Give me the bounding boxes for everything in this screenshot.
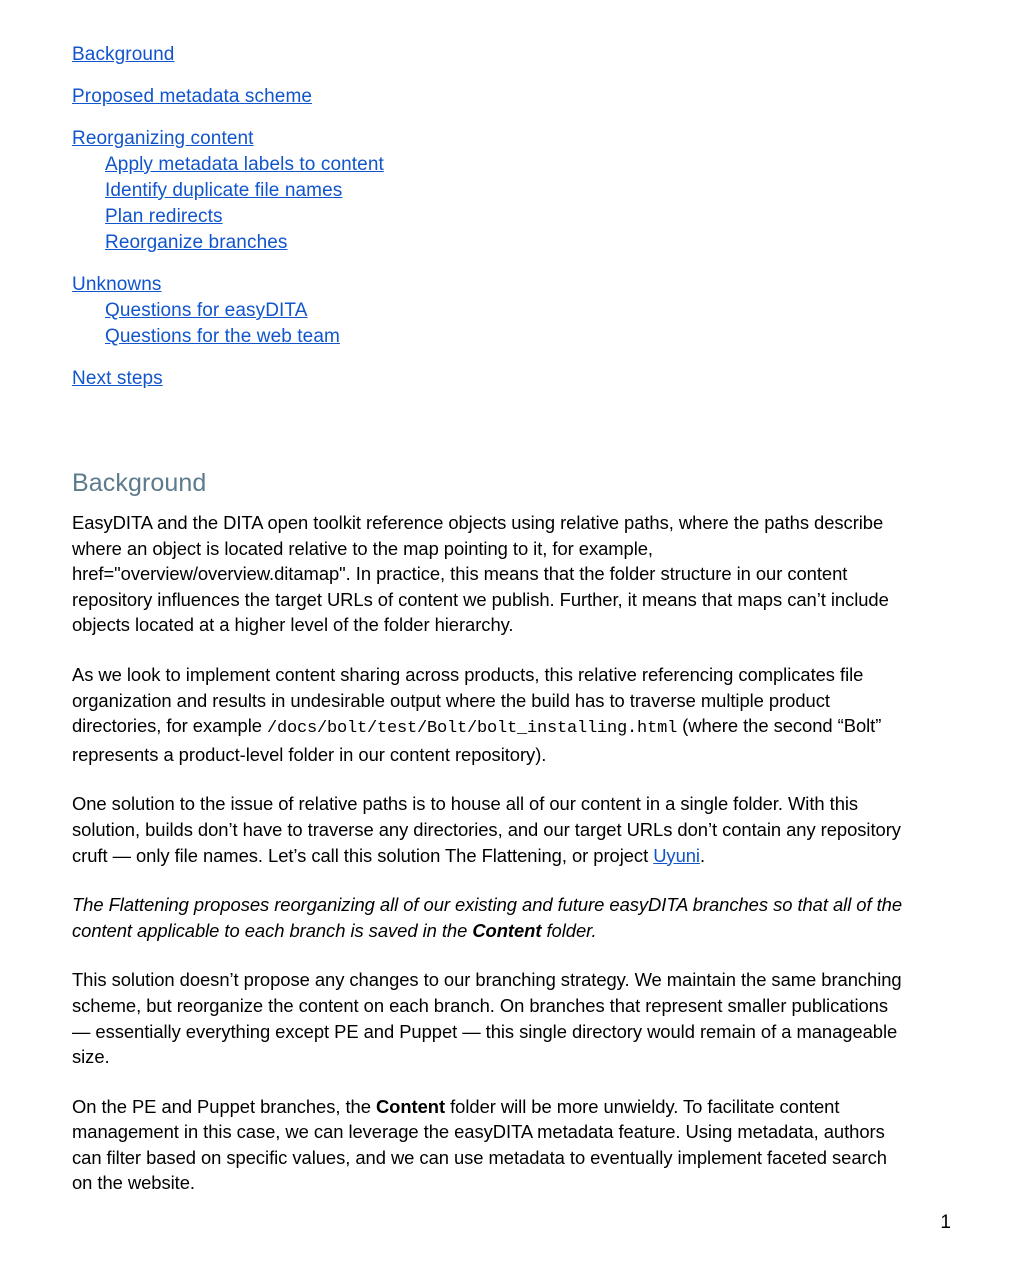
inline-link-uyuni[interactable]: Uyuni [653,844,700,866]
toc-link-unknowns[interactable]: Unknowns [72,274,162,295]
toc-group [72,272,951,350]
paragraph-relative-paths: EasyDITA and the DITA open toolkit reference objects using relative paths, where the paths describe where an object is located relative to the map pointing to it, for example, href="overview/overview.ditamap". In practice, this means that the folder structure in our content repository influences the target URLs of content we publish. Further, it means that maps can’t include objects located at a higher level of the folder hierarchy. [72,512,889,636]
emphasis-content-folder: Content [472,919,542,941]
paragraph-flattening-proposal [72,892,910,943]
inline-code-path: /docs/bolt/test/Bolt/bolt_installing.html [267,719,678,739]
toc-group [72,42,951,68]
toc-group [72,366,951,392]
toc-link-next-steps[interactable]: Next steps [72,368,163,389]
toc-link-identify-duplicate-file-names[interactable]: Identify duplicate file names [105,180,343,201]
toc-link-reorganize-branches[interactable]: Reorganize branches [105,232,288,253]
emphasis-content-folder: Content [375,1095,446,1117]
paragraph-branching-strategy: This solution doesn’t propose any changes to our branching strategy. We maintain the same branching scheme, but reorganize the content on each branch. On branches that represent smaller publications — essentially everything except PE and Puppet — this single directory would remain of a manageable size. [72,969,902,1068]
toc-link-reorganizing-content[interactable]: Reorganizing content [72,128,254,149]
paragraph-text-segment: . [699,844,706,866]
paragraph-text-segment: (where the second “Bolt” represents a product-level folder in our content repository). [72,715,882,765]
paragraph-text-segment: folder will be more unwieldy. To facilitate content management in this case, we can leverage the easyDITA metadata feature. Using metadata, authors can filter based on specific values, and we can use metadata to eventually implement faceted search on the website. [72,1095,887,1194]
toc-link-background[interactable]: Background [72,44,175,65]
paragraph-text-segment: The Flattening proposes reorganizing all of our existing and future easyDITA branches so that all of the content applicable to each branch is saved in the [72,894,903,941]
paragraph-text-segment: folder. [541,919,597,941]
paragraph-text-segment: One solution to the issue of relative paths is to house all of our content in a single folder. With this solution, builds don’t have to traverse any directories, and our target URLs don’t contain any repository cruft — only file names. Let’s call this solution The Flattening, or project [72,793,901,866]
toc-link-questions-for-easydita[interactable]: Questions for easyDITA [105,300,308,321]
paragraph-single-folder-solution [72,791,910,868]
paragraph-text-segment: As we look to implement content sharing across products, this relative referencing complicates file organization and results in undesirable output where the build has to traverse multiple product directories, for example [72,663,864,737]
section-heading-background: Background [72,469,207,497]
toc-link-apply-metadata-labels-to-content[interactable]: Apply metadata labels to content [105,154,384,175]
toc-group [72,126,951,256]
paragraph-pe-puppet-metadata [72,1094,910,1196]
toc-link-questions-for-the-web-team[interactable]: Questions for the web team [105,326,340,347]
paragraph-content-sharing [72,662,910,767]
toc-group [72,84,951,110]
table-of-contents [72,42,951,392]
toc-link-proposed-metadata-scheme[interactable]: Proposed metadata scheme [72,86,313,107]
page-number: 1 [940,1212,951,1233]
toc-link-plan-redirects[interactable]: Plan redirects [105,206,223,227]
paragraph-text-segment: On the PE and Puppet branches, the [72,1095,376,1117]
